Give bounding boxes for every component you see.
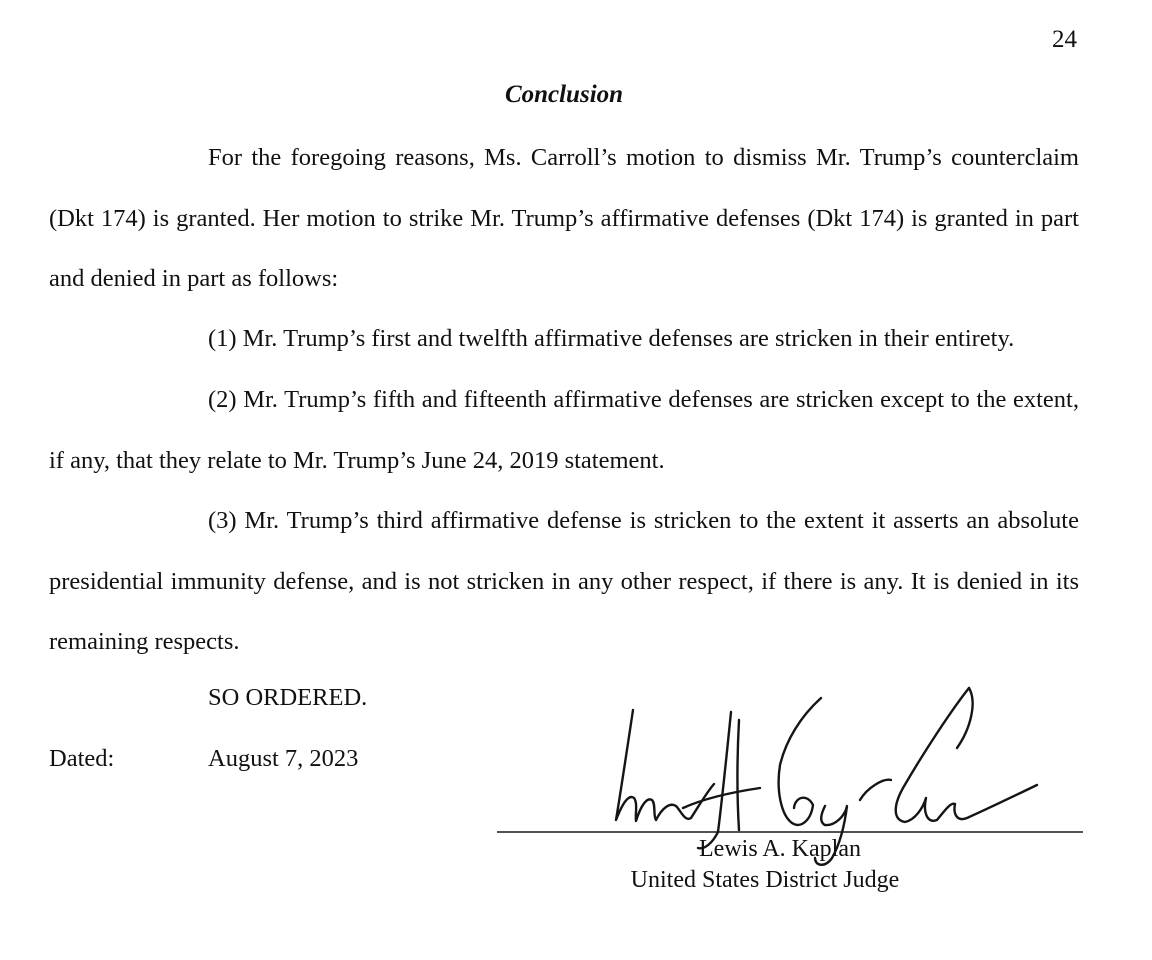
order-item-1: (1) Mr. Trump’s first and twelfth affirmative defenses are stricken in their entirety. bbox=[208, 325, 1015, 352]
conclusion-paragraph: For the foregoing reasons, Ms. Carroll’s motion to dismiss Mr. Trump’s counterclaim (Dkt 174) is granted. Her motion to strike Mr. Trump’s affirmative defenses (Dkt 174) is granted in part and denied in part as follows: bbox=[49, 144, 1079, 292]
order-item-2: (2) Mr. Trump’s fifth and fifteenth affirmative defenses are stricken except to the extent, if any, that they relate to Mr. Trump’s June 24, 2019 statement. bbox=[49, 386, 1079, 474]
page-number: 24 bbox=[1052, 26, 1077, 53]
dated-label: Dated: bbox=[49, 745, 115, 772]
section-heading: Conclusion bbox=[504, 81, 624, 108]
dated-value: August 7, 2023 bbox=[208, 745, 359, 772]
so-ordered-text: SO ORDERED. bbox=[208, 684, 368, 711]
signature-block bbox=[495, 680, 1085, 895]
judge-name: Lewis A. Kaplan bbox=[699, 836, 861, 862]
judge-title: United States District Judge bbox=[630, 867, 900, 893]
order-item-3: (3) Mr. Trump’s third affirmative defense is stricken to the extent it asserts an absolute presidential immunity defense, and is not stricken in any other respect, if there is any. It is denied in its remaining respects. bbox=[49, 507, 1079, 655]
